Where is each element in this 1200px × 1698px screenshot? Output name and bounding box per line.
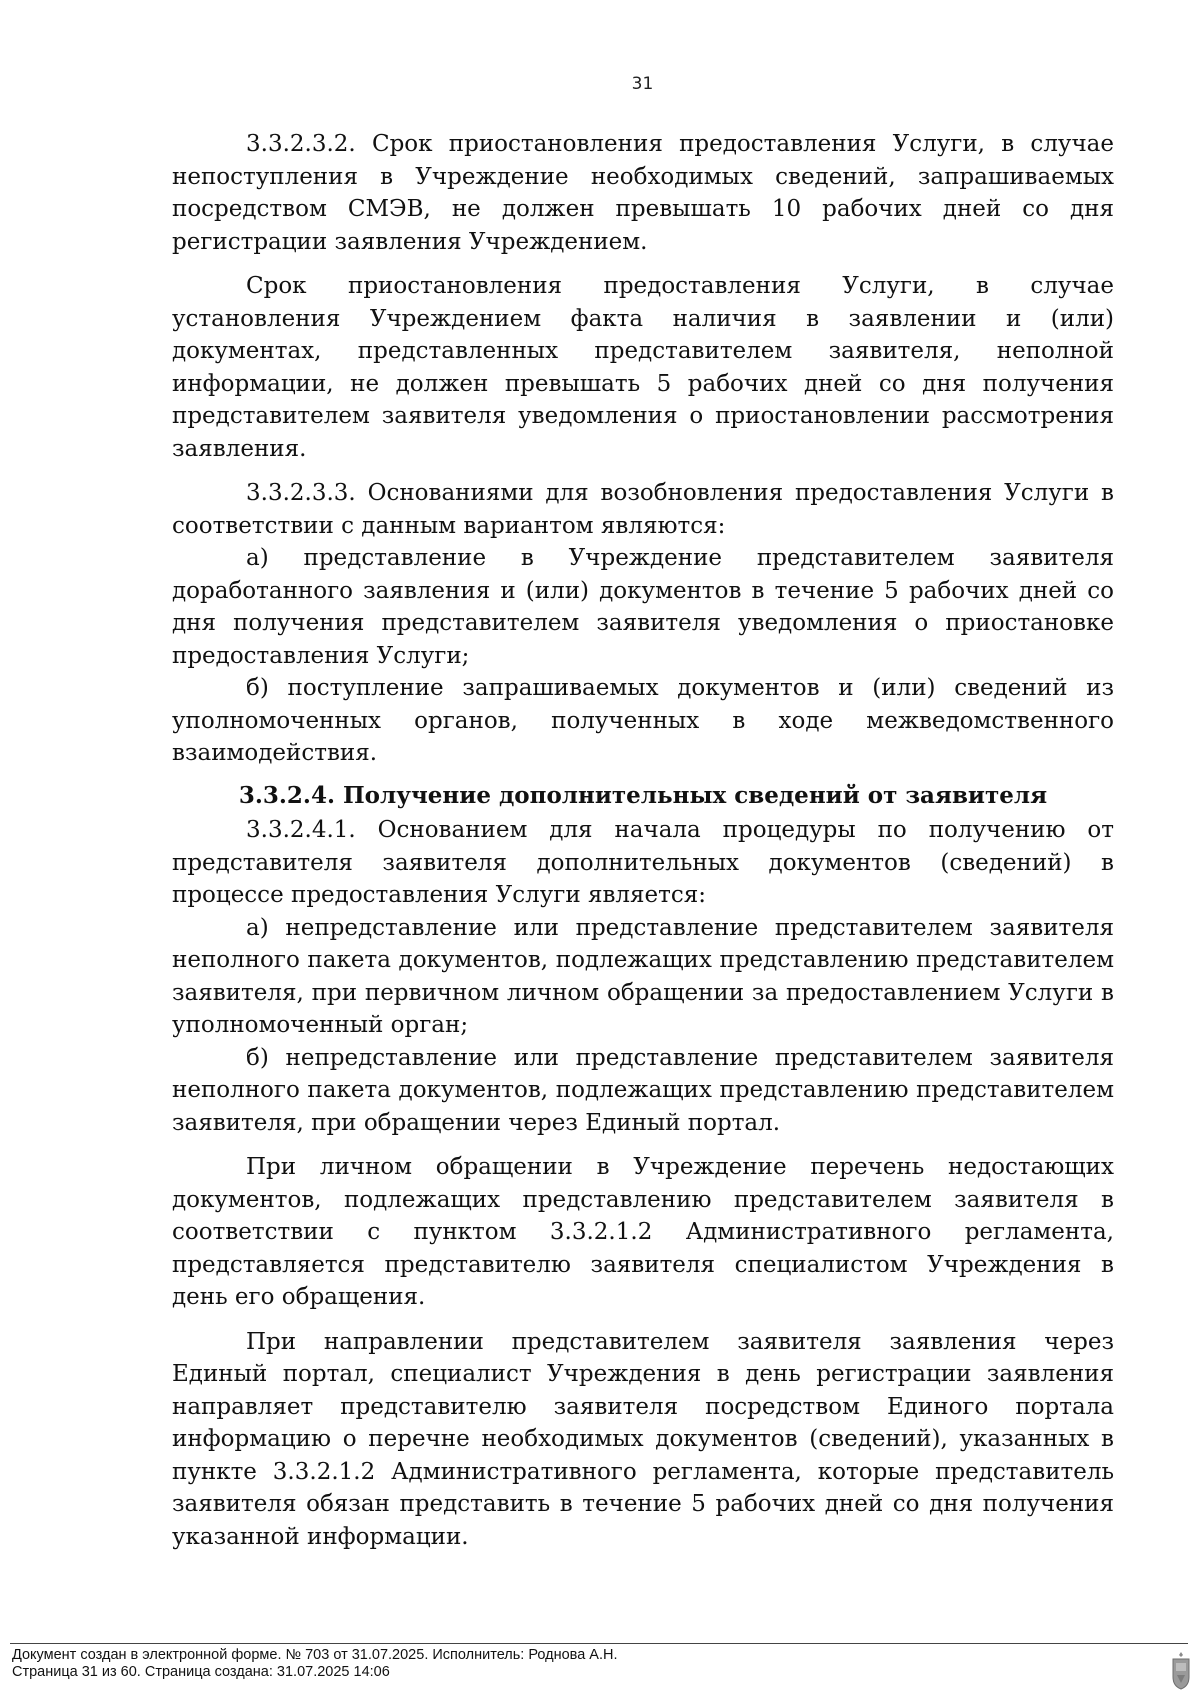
document-body	[172, 128, 1114, 1553]
page-number: 31	[631, 74, 654, 94]
footer-divider	[10, 1643, 1188, 1644]
section-heading-3-3-2-4: 3.3.2.4. Получение дополнительных сведений от заявителя	[238, 781, 1048, 809]
paragraph-3-3-2-3-3: 3.3.2.3.3. Основаниями для возобновления предоставления Услуги в соответствии с данным вариантом являются:	[172, 480, 1114, 539]
list-item-a-nonsubmission: а) непредставление или представление представителем заявителя неполного пакета документов, подлежащих представлению представителем заявителя, при первичном личном обращении за предоставлением Услуги в уполномоченный орган;	[172, 914, 1114, 1038]
paragraph-3-3-2-4-1: 3.3.2.4.1. Основанием для начала процедуры по получению от представителя заявителя дополнительных документов (сведений) в процессе предоставления Услуги является:	[172, 817, 1114, 908]
footer-page-info: Страница 31 из 60. Страница создана: 31.07.2025 14:06	[12, 1664, 390, 1680]
paragraph-suspension-term: Срок приостановления предоставления Услуги, в случае установления Учреждением факта наличия в заявлении и (или) документах, представленных представителем заявителя, неполной информации, не должен превышать 5 рабочих дней со дня получения представителем заявителя уведомления о приостановлении рассмотрения заявления.	[172, 273, 1114, 462]
list-item-a-resumption: а) представление в Учреждение представителем заявителя доработанного заявления и (или) документов в течение 5 рабочих дней со дня получения представителем заявителя уведомления о приостановке предоставления Услуги;	[172, 545, 1114, 669]
document-footer	[12, 1647, 1152, 1681]
list-item-b-resumption: б) поступление запрашиваемых документов и (или) сведений из уполномоченных органов, полученных в ходе межведомственного взаимодействия.	[172, 675, 1114, 766]
coat-of-arms-icon	[1170, 1650, 1192, 1690]
footer-document-info: Документ создан в электронной форме. № 703 от 31.07.2025. Исполнитель: Роднова А.Н.	[12, 1647, 618, 1663]
paragraph-personal-visit: При личном обращении в Учреждение перечень недостающих документов, подлежащих представлению представителем заявителя в соответствии с пунктом 3.3.2.1.2 Административного регламента, представляется представителю заявителя специалистом Учреждения в день его обращения.	[172, 1154, 1114, 1310]
paragraph-portal-submission: При направлении представителем заявителя заявления через Единый портал, специалист Учреждения в день регистрации заявления направляет представителю заявителя посредством Единого портала информацию о перечне необходимых документов (сведений), указанных в пункте 3.3.2.1.2 Административного регламента, которые представитель заявителя обязан представить в течение 5 рабочих дней со дня получения указанной информации.	[172, 1328, 1114, 1550]
paragraph-3-3-2-3-2: 3.3.2.3.2. Срок приостановления предоставления Услуги, в случае непоступления в Учреждение необходимых сведений, запрашиваемых посредством СМЭВ, не должен превышать 10 рабочих дней со дня регистрации заявления Учреждением.	[172, 131, 1114, 255]
list-item-b-nonsubmission: б) непредставление или представление представителем заявителя неполного пакета документов, подлежащих представлению представителем заявителя, при обращении через Единый портал.	[172, 1044, 1114, 1136]
